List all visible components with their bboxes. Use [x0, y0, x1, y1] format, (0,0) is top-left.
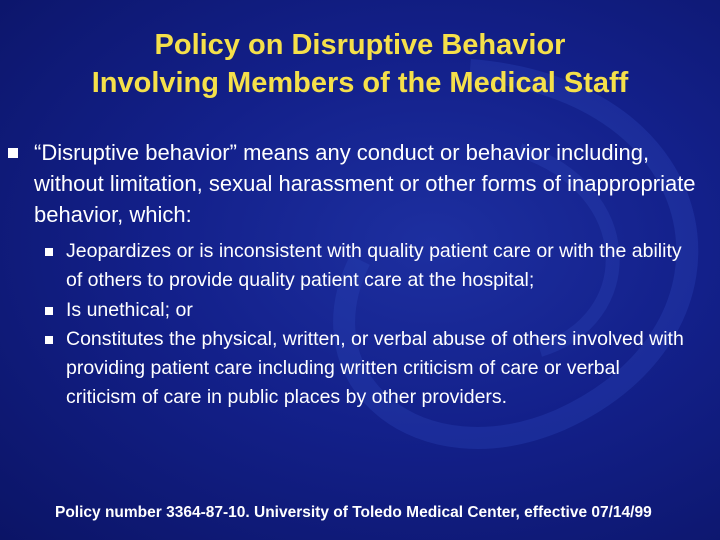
main-bullet [8, 137, 698, 230]
square-bullet-icon [45, 336, 53, 344]
square-bullet-icon [8, 148, 18, 158]
sub-bullet-item [45, 296, 695, 325]
title-line-1: Policy on Disruptive Behavior [154, 29, 566, 61]
sub-bullet-text: Is unethical; or [66, 298, 193, 321]
title-line-2: Involving Members of the Medical Staff [91, 67, 629, 99]
sub-bullet-item [45, 325, 695, 413]
square-bullet-icon [45, 248, 53, 256]
sub-bullet-list [45, 237, 695, 413]
main-bullet-text: “Disruptive behavior” means any conduct or behavior including, without limitation, sexual harassment or other forms of inappropriate behavior, which: [34, 140, 696, 227]
sub-bullet-text: Constitutes the physical, written, or verbal abuse of others involved with providing patient care including written criticism of care or verbal criticism of care in public places by other providers. [66, 327, 684, 409]
slide-title [0, 26, 720, 102]
sub-bullet-item [45, 237, 695, 296]
policy-citation: Policy number 3364-87-10. University of Toledo Medical Center, effective 07/14/99 [55, 504, 652, 521]
sub-bullet-text: Jeopardizes or is inconsistent with quality patient care or with the ability of others to provide quality patient care at the hospital; [66, 240, 682, 292]
square-bullet-icon [45, 307, 53, 315]
